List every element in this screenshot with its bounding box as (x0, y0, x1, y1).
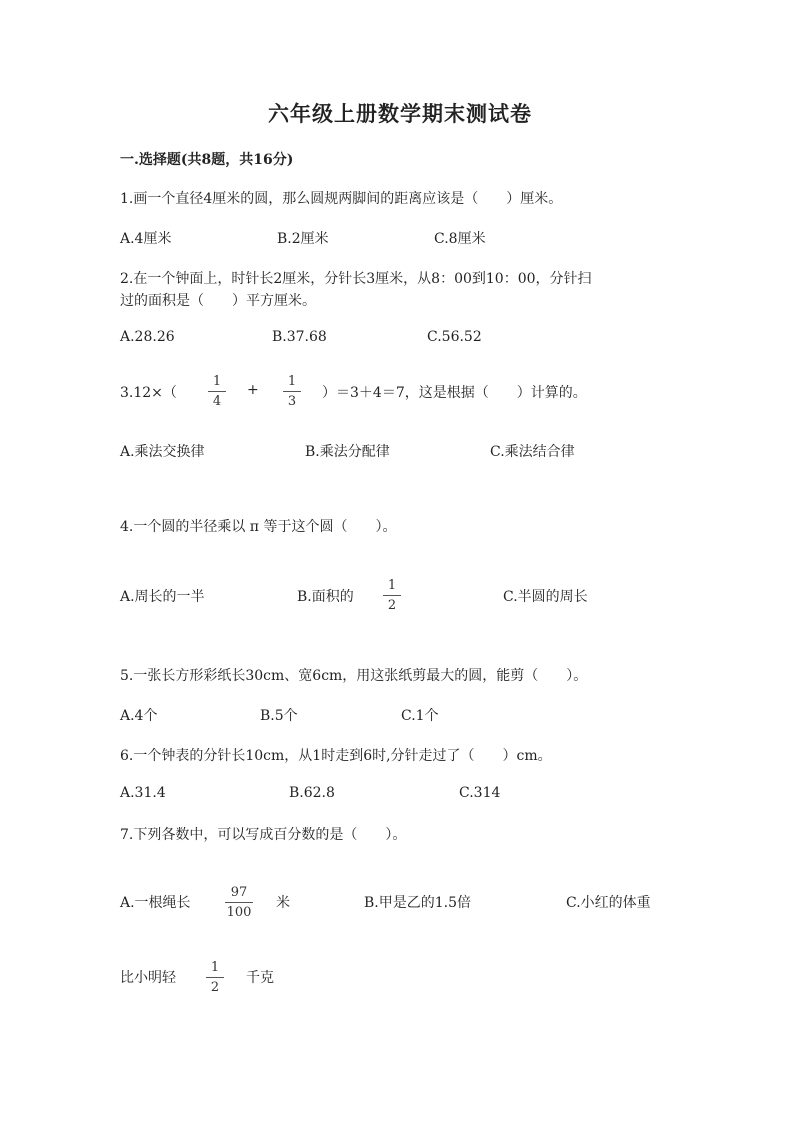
question-7-option-c-continued: 比小明轻 (120, 970, 176, 986)
fraction-numerator: 1 (287, 374, 297, 389)
question-3-prefix: 3.12×（ (120, 385, 177, 401)
question-7-option-c-fraction (203, 960, 227, 995)
question-4-option-b-fraction (380, 578, 404, 613)
fraction-denominator: 2 (387, 598, 397, 613)
question-3-suffix: ）＝3＋4＝7，这是根据（ ）计算的。 (322, 385, 587, 401)
question-4-option-b: B.面积的 (297, 589, 354, 605)
fraction-denominator: 2 (210, 980, 220, 995)
question-3-option-a: A.乘法交换律 (120, 444, 205, 460)
question-5-option-a: A.4个 (120, 708, 158, 724)
question-4-option-c: C.半圆的周长 (503, 589, 588, 605)
question-1-text: 1.画一个直径4厘米的圆，那么圆规两脚间的距离应该是（ ）厘米。 (120, 191, 563, 207)
question-3-fraction-1 (205, 374, 229, 409)
section-heading: 一.选择题(共8题，共16分) (120, 152, 294, 168)
question-7-option-c-unit: 千克 (246, 970, 274, 986)
question-2-option-c: C.56.52 (427, 329, 482, 345)
question-7-option-a-fraction (222, 885, 256, 920)
question-7-option-c: C.小红的体重 (566, 895, 651, 911)
fraction-numerator: 1 (387, 578, 397, 593)
question-5-text: 5.一张长方形彩纸长30cm、宽6cm，用这张纸剪最大的圆，能剪（ ）。 (120, 668, 588, 684)
question-6-option-b: B.62.8 (289, 785, 335, 801)
question-1-option-c: C.8厘米 (434, 231, 486, 247)
question-7-option-b: B.甲是乙的1.5倍 (364, 895, 472, 911)
question-6-option-a: A.31.4 (120, 785, 166, 801)
question-4-text: 4.一个圆的半径乘以 π 等于这个圆（ ）。 (120, 519, 397, 535)
page-title: 六年级上册数学期末测试卷 (268, 101, 532, 126)
question-1-option-b: B.2厘米 (277, 231, 329, 247)
fraction-denominator: 3 (287, 394, 297, 409)
fraction-numerator: 1 (210, 960, 220, 975)
fraction-numerator: 97 (230, 885, 248, 900)
fraction-denominator: 4 (212, 394, 222, 409)
question-2-option-b: B.37.68 (272, 329, 327, 345)
question-7-option-a-unit: 米 (276, 895, 290, 911)
plus-sign: + (247, 382, 259, 398)
question-2-text-line2: 过的面积是（ ）平方厘米。 (120, 293, 316, 309)
question-2-text-line1: 2.在一个钟面上，时针长2厘米，分针长3厘米，从8：00到10：00，分针扫 (120, 271, 592, 287)
question-6-option-c: C.314 (459, 785, 501, 801)
question-5-option-c: C.1个 (401, 708, 439, 724)
question-6-text: 6.一个钟表的分针长10cm，从1时走到6时,分针走过了（ ）cm。 (120, 748, 552, 764)
question-7-option-a: A.一根绳长 (120, 895, 191, 911)
question-1-option-a: A.4厘米 (120, 231, 172, 247)
fraction-denominator: 100 (226, 905, 252, 920)
question-2-option-a: A.28.26 (120, 329, 175, 345)
fraction-numerator: 1 (212, 374, 222, 389)
question-4-option-a: A.周长的一半 (120, 589, 205, 605)
question-5-option-b: B.5个 (260, 708, 298, 724)
question-3-option-b: B.乘法分配律 (305, 444, 390, 460)
question-3-option-c: C.乘法结合律 (490, 444, 575, 460)
question-3-fraction-2 (280, 374, 304, 409)
question-7-text: 7.下列各数中，可以写成百分数的是（ ）。 (120, 827, 407, 843)
